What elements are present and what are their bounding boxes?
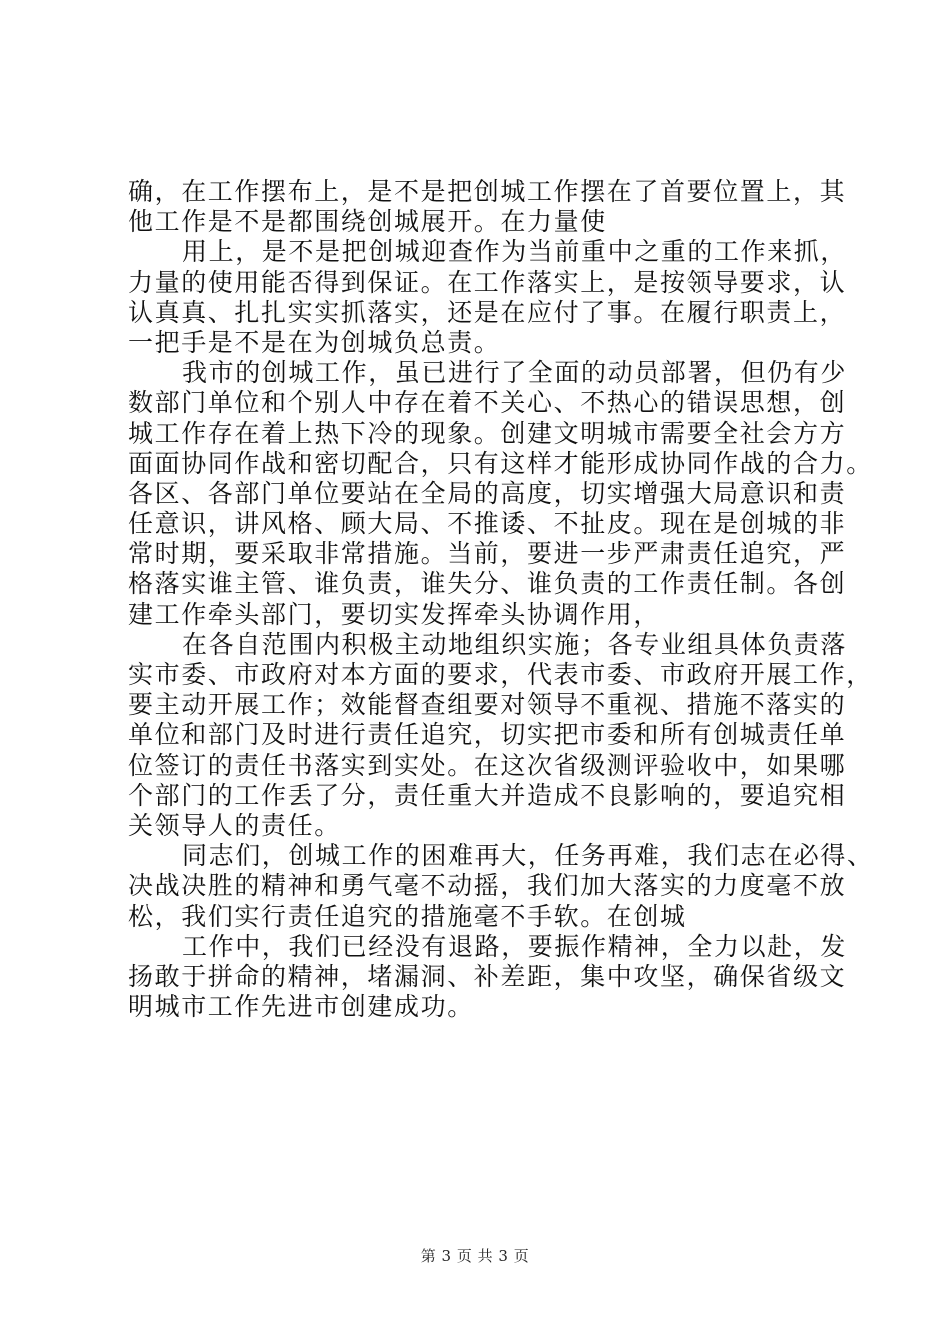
text-line: 认真真、扎扎实实抓落实，还是在应付了事。在履行职责上， <box>128 297 847 327</box>
text-line: 单位和部门及时进行责任追究，切实把市委和所有创城责任单 <box>128 720 847 750</box>
text-line: 确，在工作摆布上，是不是把创城工作摆在了首要位置上，其 <box>128 177 847 206</box>
text-line: 位签订的责任书落实到实处。在这次省级测评验收中，如果哪 <box>128 750 847 780</box>
text-line: 常时期，要采取非常措施。当前，要进一步严肃责任追究，严 <box>128 539 847 569</box>
text-line: 工作中，我们已经没有退路，要振作精神，全力以赴，发 <box>182 931 848 961</box>
text-line: 明城市工作先进市创建成功。 <box>128 992 474 1022</box>
text-line: 在各自范围内积极主动地组织实施；各专业组具体负责落 <box>182 629 848 659</box>
page-number-footer: 第 3 页 共 3 页 <box>420 1247 530 1265</box>
text-line: 关领导人的责任。 <box>128 810 341 840</box>
text-line: 各区、各部门单位要站在全局的高度，切实增强大局意识和责 <box>128 478 847 508</box>
document-body <box>128 177 874 1022</box>
text-line: 决战决胜的精神和勇气毫不动摇，我们加大落实的力度毫不放 <box>128 871 847 901</box>
text-line: 实市委、市政府对本方面的要求，代表市委、市政府开展工作， <box>128 660 873 689</box>
text-line: 个部门的工作丢了分，责任重大并造成不良影响的，要追究相 <box>128 780 847 810</box>
text-line: 用上，是不是把创城迎查作为当前重中之重的工作来抓， <box>182 237 848 267</box>
text-line: 要主动开展工作；效能督查组要对领导不重视、措施不落实的 <box>128 690 847 720</box>
text-line: 松，我们实行责任追究的措施毫不手软。在创城 <box>128 901 687 931</box>
text-line: 我市的创城工作，虽已进行了全面的动员部署，但仍有少 <box>182 358 848 388</box>
text-line: 他工作是不是都围绕创城展开。在力量使 <box>128 207 607 237</box>
text-line: 建工作牵头部门，要切实发挥牵头协调作用， <box>128 599 661 629</box>
text-line: 扬敢于拼命的精神，堵漏洞、补差距，集中攻坚，确保省级文 <box>128 961 847 991</box>
text-line: 格落实谁主管、谁负责，谁失分、谁负责的工作责任制。各创 <box>128 569 847 599</box>
text-line: 数部门单位和个别人中存在着不关心、不热心的错误思想，创 <box>128 388 847 418</box>
text-line: 任意识，讲风格、顾大局、不推诿、不扯皮。现在是创城的非 <box>128 509 847 539</box>
text-line: 同志们，创城工作的困难再大，任务再难，我们志在必得、 <box>182 841 874 871</box>
text-line: 城工作存在着上热下冷的现象。创建文明城市需要全社会方方 <box>128 418 847 448</box>
text-line: 面面协同作战和密切配合，只有这样才能形成协同作战的合力。 <box>128 448 873 478</box>
text-line: 力量的使用能否得到保证。在工作落实上，是按领导要求，认 <box>128 267 847 297</box>
text-line: 一把手是不是在为创城负总责。 <box>128 327 501 357</box>
